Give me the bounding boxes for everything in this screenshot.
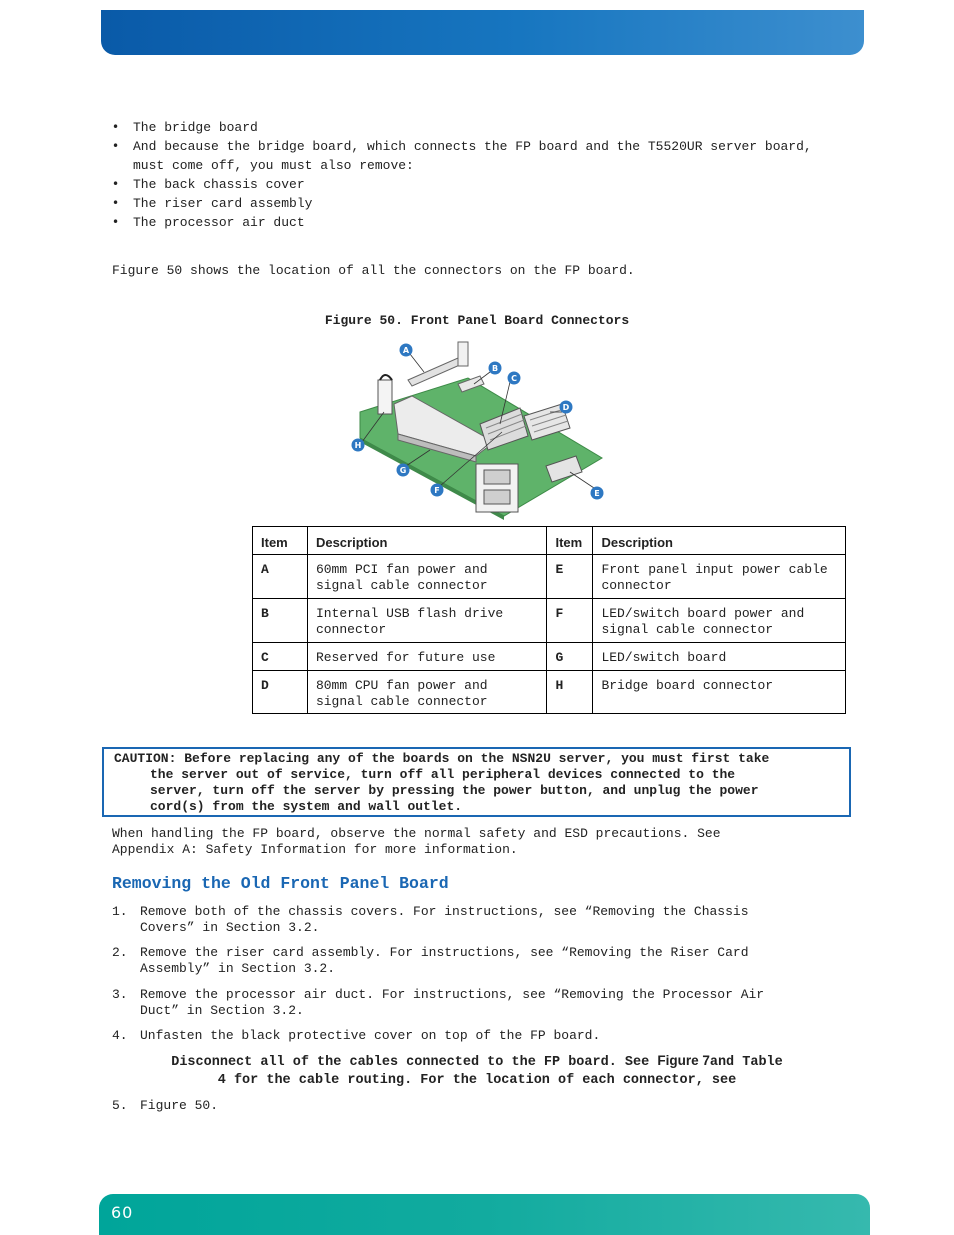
disconnect-instruction — [112, 1052, 842, 1090]
step-item — [112, 1098, 832, 1114]
page-number: 60 — [111, 1203, 134, 1222]
step-item — [112, 1028, 832, 1044]
step-item — [112, 945, 832, 977]
table-row — [253, 599, 846, 643]
caution-box — [102, 747, 851, 817]
bullet-list — [112, 118, 822, 232]
caution-line: CAUTION: Before replacing any of the boards on the NSN2U server, you must first take — [114, 751, 770, 766]
header-item: Item — [547, 527, 593, 555]
section-title: Removing the Old Front Panel Board — [112, 874, 449, 893]
board-figure — [350, 338, 610, 520]
step-text: Remove both of the chassis covers. For instructions, see “Removing the Chassis — [140, 904, 749, 919]
callout-label: B — [491, 364, 499, 373]
intro-paragraph: Figure 50 shows the location of all the connectors on the FP board. — [112, 263, 635, 278]
caution-line: server, turn off the server by pressing the power button, and unplug the power — [150, 783, 759, 798]
item-key: D — [253, 671, 308, 714]
item-description: Bridge board connector — [593, 671, 846, 714]
item-key: A — [253, 555, 308, 599]
item-description: LED/switch board — [593, 643, 846, 671]
callout-label: G — [399, 466, 407, 475]
table-row — [253, 671, 846, 714]
header-description: Description — [307, 527, 547, 555]
item-description: Reserved for future use — [307, 643, 547, 671]
list-item: • The riser card assembly — [112, 194, 822, 213]
list-item: • The back chassis cover — [112, 175, 822, 194]
step-text: Covers” in Section 3.2. — [140, 920, 320, 935]
step-number: 2. — [112, 945, 128, 960]
handling-line: When handling the FP board, observe the normal safety and ESD precautions. See — [112, 826, 721, 841]
connector-table — [252, 526, 846, 714]
list-item: • The processor air duct — [112, 213, 822, 232]
step-item — [112, 987, 832, 1019]
item-description: 80mm CPU fan power and signal cable connector — [307, 671, 547, 714]
callout-label: A — [402, 346, 410, 355]
header-item: Item — [253, 527, 308, 555]
handling-paragraph — [112, 826, 721, 858]
item-key: G — [547, 643, 593, 671]
disconnect-text: Disconnect all of the cables connected to the FP board. See — [171, 1055, 658, 1070]
bridge-connector — [378, 380, 392, 414]
step-text: Remove the riser card assembly. For instructions, see “Removing the Riser Card — [140, 945, 749, 960]
step-number: 5. — [112, 1098, 128, 1113]
step-number: 4. — [112, 1028, 128, 1043]
step-text: Assembly” in Section 3.2. — [140, 961, 336, 976]
figure-reference: Figure 7 — [657, 1053, 710, 1068]
item-description: Front panel input power cable connector — [593, 555, 846, 599]
caution-line: the server out of service, turn off all peripheral devices connected to the — [150, 767, 736, 782]
step-number: 1. — [112, 904, 128, 919]
table-row — [253, 643, 846, 671]
handling-line: Appendix A: Safety Information for more information. — [112, 842, 518, 857]
step-text: Figure 50. — [140, 1098, 219, 1113]
callout-label: C — [511, 374, 517, 383]
item-key: E — [547, 555, 593, 599]
callout-label: F — [434, 486, 440, 495]
step-item — [112, 904, 832, 936]
item-key: C — [253, 643, 308, 671]
disconnect-text: and Table — [709, 1055, 783, 1070]
table-header-row — [253, 527, 846, 555]
header-description: Description — [593, 527, 846, 555]
callout-label: E — [594, 489, 600, 498]
step-text: Unfasten the black protective cover on top of the FP board. — [140, 1028, 601, 1043]
figure-caption: Figure 50. Front Panel Board Connectors — [324, 313, 630, 328]
table-row — [253, 555, 846, 599]
step-text: Remove the processor air duct. For instructions, see “Removing the Processor Air — [140, 987, 765, 1002]
footer-bar — [99, 1194, 870, 1235]
list-item: • The bridge board — [112, 118, 822, 137]
step-number: 3. — [112, 987, 128, 1002]
step-text: Duct” in Section 3.2. — [140, 1003, 304, 1018]
item-description: 60mm PCI fan power and signal cable connector — [307, 555, 547, 599]
caution-line: cord(s) from the system and wall outlet. — [150, 799, 463, 814]
item-description: Internal USB flash drive connector — [307, 599, 547, 643]
callout-label: D — [562, 403, 570, 412]
item-key: H — [547, 671, 593, 714]
callout-label: H — [354, 441, 362, 450]
item-description: LED/switch board power and signal cable connector — [593, 599, 846, 643]
item-key: B — [253, 599, 308, 643]
list-item: • And because the bridge board, which connects the FP board and the T5520UR server board, must come off, you must also remove: — [112, 137, 822, 175]
disconnect-text: 4 for the cable routing. For the location of each connector, see — [217, 1073, 737, 1088]
header-bar — [101, 10, 864, 55]
item-key: F — [547, 599, 593, 643]
